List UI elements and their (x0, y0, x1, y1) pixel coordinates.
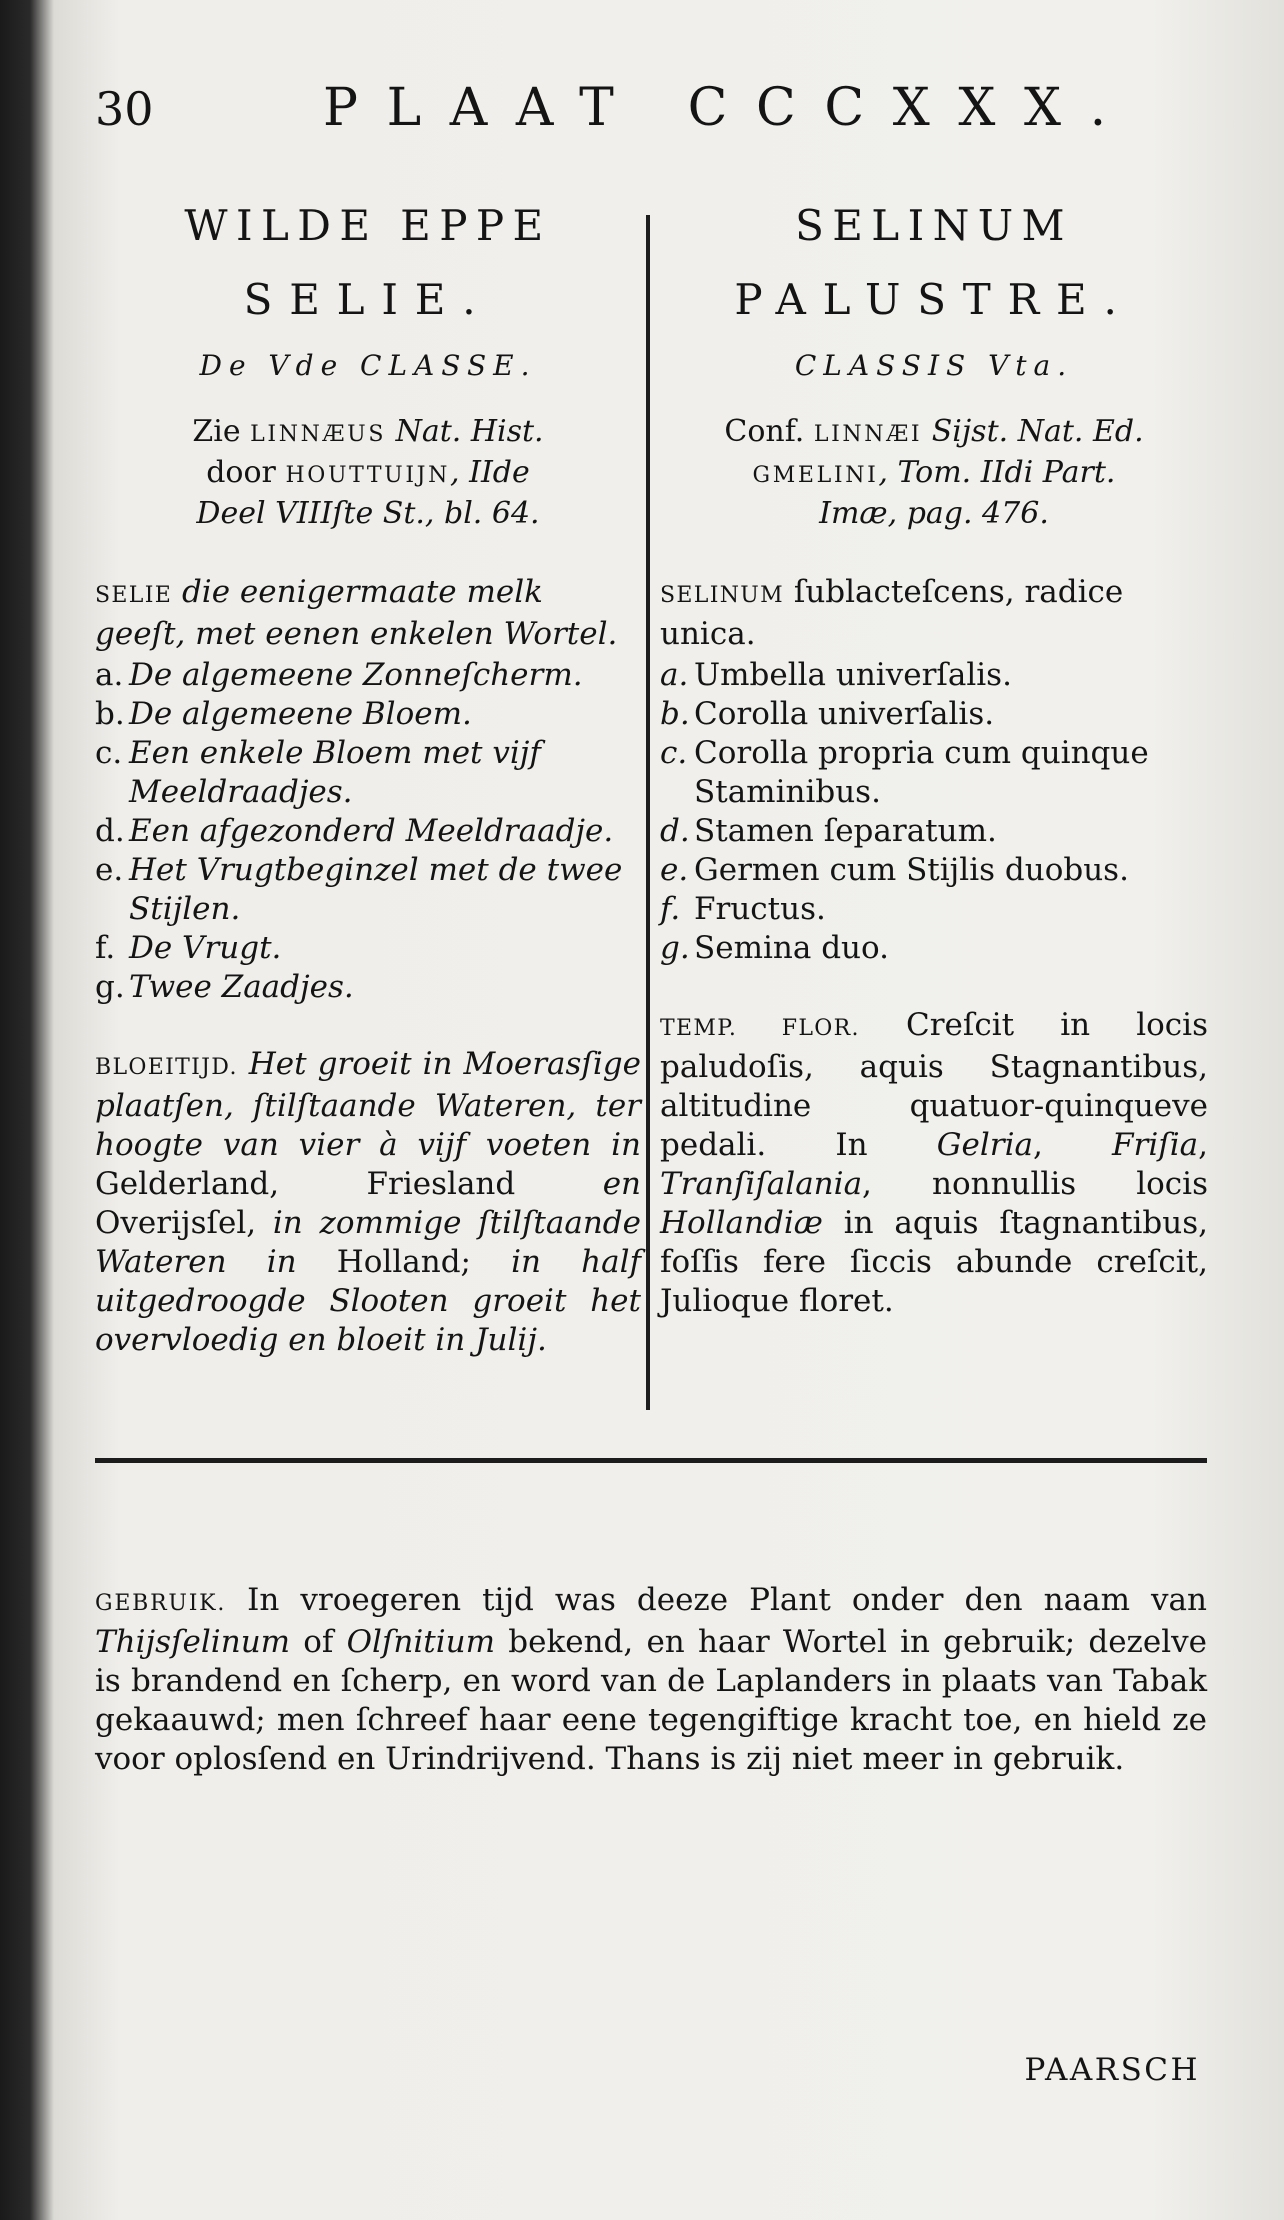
list-item: g. Semina duo. (660, 930, 889, 966)
list-item: d. Een afgezonderd Meeldraadje. (95, 813, 614, 849)
list-item: f. De Vrugt. (95, 930, 282, 966)
dutch-title-line-2: SELIE. (243, 275, 493, 324)
section-divider (95, 1458, 1207, 1463)
list-item: a. De algemeene Zonneſcherm. (95, 657, 583, 693)
running-title: PLAAT CCCXXX. (323, 78, 1135, 138)
latin-description: SELINUM ſublacteſcens, radice unica. (660, 574, 1124, 652)
latin-column (660, 200, 1208, 1352)
page-header (95, 78, 1195, 138)
dutch-class-line: De Vde CLASSE. (199, 349, 537, 382)
dutch-description: SELIE die eenigermaate melk geeſt, met eenen enkelen Wortel. (95, 574, 618, 652)
dutch-figure-legend (95, 656, 641, 1007)
list-item: e. Het Vrugtbeginzel met de twee Stijlen. (95, 852, 623, 927)
list-item: b. Corolla univerſalis. (660, 696, 995, 732)
dutch-flowering-time: BLOEITIJD. Het groeit in Moerasſige plaatſen, ſtilſtaande Wateren, ter hoogte van vier à vijf voeten in Gelderland, Friesland en Overijsſel, in zommige ſtilſtaande Wateren in Holland; in half uitgedroogde Slooten groeit het overvloedig en bloeit in Julij. (95, 1046, 642, 1358)
latin-figure-legend (660, 656, 1208, 968)
usage-paragraph: GEBRUIK. In vroegeren tijd was deeze Plant onder den naam van Thijsſelinum of Olſnitium bekend, en haar Wortel in gebruik; dezelve is brandend en ſcherp, en word van de Laplanders in plaats van Tabak gekaauwd; men ſchreef haar eene tegengiftige kracht toe, en hield ze voor oplosſend en Urindrijvend. Thans is zij niet meer in gebruik. (95, 1582, 1207, 1777)
list-item: e. Germen cum Stijlis duobus. (660, 852, 1129, 888)
list-item: c. Een enkele Bloem met vijf Meeldraadjes. (95, 735, 541, 810)
list-item: d. Stamen ſeparatum. (660, 813, 997, 849)
list-item: f. Fructus. (660, 891, 826, 927)
list-item: c. Corolla propria cum quinque Staminibus. (660, 735, 1149, 810)
latin-title-line-1: SELINUM (795, 201, 1073, 250)
latin-flowering-time: TEMP. FLOR. Creſcit in locis paludoſis, aquis Stagnantibus, altitudine quatuor-quinqueve pedali. In Gelria, Friſia, Tranſiſalania, nonnullis locis Hollandiæ in aquis ſtagnantibus, foſſis fere ſiccis abunde creſcit, Julioque floret. (660, 1007, 1208, 1319)
page-number: 30 (95, 82, 154, 136)
latin-reference: Conf. LINNÆI Sijst. Nat. Ed. GMELINI, Tom. IIdi Part. Imæ, pag. 476. (724, 414, 1144, 531)
list-item: a. Umbella univerſalis. (660, 657, 1012, 693)
list-item: b. De algemeene Bloem. (95, 696, 472, 732)
dutch-reference: Zie LINNÆUS Nat. Hist. door HOUTTUIJN, IIde Deel VIIIſte St., bl. 64. (192, 414, 544, 531)
list-item: g. Twee Zaadjes. (95, 969, 354, 1005)
latin-class-line: CLASSIS Vta. (794, 349, 1074, 382)
dutch-column (95, 200, 641, 1391)
catchword: PAARSCH (1024, 2052, 1200, 2088)
column-divider (646, 215, 650, 1410)
dutch-title-line-1: WILDE EPPE (184, 201, 552, 250)
latin-title-line-2: PALUSTRE. (734, 275, 1134, 324)
